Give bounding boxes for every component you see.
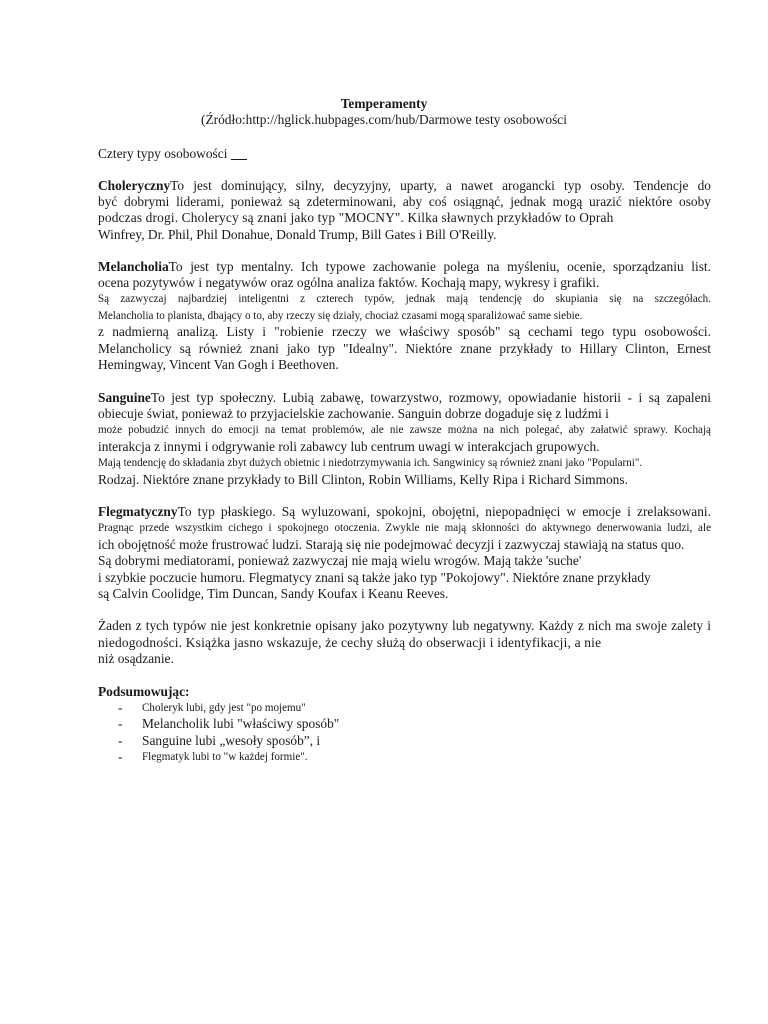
melancholic-line-5: z nadmierną analizą. Listy i "robienie rzeczy we właściwy sposób" są cechami tego typu osobowości.	[98, 324, 711, 339]
phlegmatic-line-4: Są dobrymi mediatorami, ponieważ zazwyczaj nie mają wielu wrogów. Mają także 'suche'	[98, 553, 582, 568]
melancholic-term: Melancholia	[98, 259, 169, 274]
source-line: (Źródło:http://hglick.hubpages.com/hub/Darmowe testy osobowości	[201, 112, 567, 127]
choleric-text-1: To jest dominujący, silny, decyzyjny, uparty, a nawet arogancki typ osoby. Tendencje do	[170, 178, 711, 193]
phlegmatic-text-1: To typ płaskiego. Są wyluzowani, spokojni, obojętni, niepopadnięci w emocje i zrelaksowani.	[177, 504, 711, 519]
melancholic-line-7: Hemingway, Vincent Van Gogh i Beethoven.	[98, 357, 339, 372]
sanguine-line-1	[98, 390, 711, 406]
melancholic-line-1	[98, 259, 711, 275]
phlegmatic-line-1	[98, 504, 711, 520]
sanguine-line-3: może pobudzić innych do emocji na temat problemów, ale nie zawsze można na nich polegać, aby załatwić sprawy. Kochają	[98, 424, 711, 436]
closing-line-3: niż osądzanie.	[98, 651, 174, 666]
phlegmatic-line-5: i szybkie poczucie humoru. Flegmatycy znani są także jako typ "Pokojowy". Niektóre znane przykłady	[98, 570, 651, 585]
choleric-line-4: Winfrey, Dr. Phil, Phil Donahue, Donald Trump, Bill Gates i Bill O'Reilly.	[98, 227, 497, 242]
summary-item-3: Sanguine lubi „wesoły sposób”, i	[142, 733, 321, 748]
melancholic-line-3: Są zazwyczaj najbardziej inteligentni z czterech typów, jednak mają tendencję do skupiania się na szczegółach.	[98, 293, 711, 305]
phlegmatic-line-3: ich obojętność może frustrować ludzi. Starają się nie podejmować decyzji i zazwyczaj stawiają na status quo.	[98, 537, 685, 552]
section-heading-text: Cztery typy osobowości	[98, 146, 228, 161]
summary-bullet-3: -	[118, 733, 123, 748]
choleric-term: Choleryczny	[98, 178, 171, 193]
summary-bullet-4: -	[118, 749, 123, 764]
summary-item-1: Choleryk lubi, gdy jest "po mojemu"	[142, 702, 306, 714]
sanguine-line-2: obiecuje świat, ponieważ to przyjacielskie zachowanie. Sanguin dobrze dogaduje się z ludźmi i	[98, 406, 609, 421]
closing-line-2: niedogodności. Książka jasno wskazuje, że cechy służą do obserwacji i identyfikacji, a nie	[98, 635, 602, 650]
summary-bullet-2: -	[118, 716, 123, 731]
summary-item-4: Flegmatyk lubi to "w każdej formie".	[142, 751, 308, 763]
sanguine-term: Sanguine	[98, 390, 151, 405]
choleric-line-2: być dobrymi liderami, ponieważ są zdeterminowani, aby coś osiągnąć, jednak mogą urazić niektóre osoby	[98, 194, 711, 209]
sanguine-line-6: Rodzaj. Niektóre znane przykłady to Bill Clinton, Robin Williams, Kelly Ripa i Richard Simmons.	[98, 472, 628, 487]
phlegmatic-line-2: Pragnąc przede wszystkim cichego i spokojnego otoczenia. Zwykle nie mają skłonności do aktywnego denerwowania ludzi, ale	[98, 522, 711, 534]
summary-heading: Podsumowując:	[98, 684, 190, 699]
section-heading	[98, 146, 247, 162]
melancholic-line-2: ocena pozytywów i negatywów oraz ogólna analiza faktów. Kochają mapy, wykresy i grafiki.	[98, 275, 600, 290]
summary-bullet-1: -	[118, 700, 123, 715]
closing-line-1: Żaden z tych typów nie jest konkretnie opisany jako pozytywny lub negatywny. Każdy z nich ma swoje zalety i	[98, 618, 711, 633]
melancholic-line-4: Melancholia to planista, dbający o to, aby rzeczy się działy, chociaż czasami mogą sparaliżować same siebie.	[98, 310, 583, 322]
sanguine-line-5: Mają tendencję do składania zbyt dużych obietnic i niedotrzymywania ich. Sangwinicy są również znani jako "Popularni".	[98, 457, 643, 469]
document-title: Temperamenty	[340, 96, 428, 111]
phlegmatic-line-6: są Calvin Coolidge, Tim Duncan, Sandy Koufax i Keanu Reeves.	[98, 586, 449, 601]
choleric-line-1	[98, 178, 711, 194]
sanguine-text-1: To jest typ społeczny. Lubią zabawę, towarzystwo, rozmowy, opowiadanie historii - i są zapaleni	[150, 390, 711, 405]
melancholic-line-6: Melancholicy są również znani jako typ "Idealny". Niektóre znane przykłady to Hillary Clinton, Ernest	[98, 341, 711, 356]
summary-item-2: Melancholik lubi "właściwy sposób"	[142, 716, 340, 731]
choleric-line-3: podczas drogi. Cholerycy są znani jako typ "MOCNY". Kilka sławnych przykładów to Oprah	[98, 210, 614, 225]
underline-decoration	[231, 159, 247, 160]
phlegmatic-term: Flegmatyczny	[98, 504, 178, 519]
sanguine-line-4: interakcja z innymi i odgrywanie roli zabawcy lub centrum uwagi w interakcjach grupowych.	[98, 439, 600, 454]
melancholic-text-1: To jest typ mentalny. Ich typowe zachowanie polega na myśleniu, ocenie, sporządzaniu list.	[168, 259, 711, 274]
